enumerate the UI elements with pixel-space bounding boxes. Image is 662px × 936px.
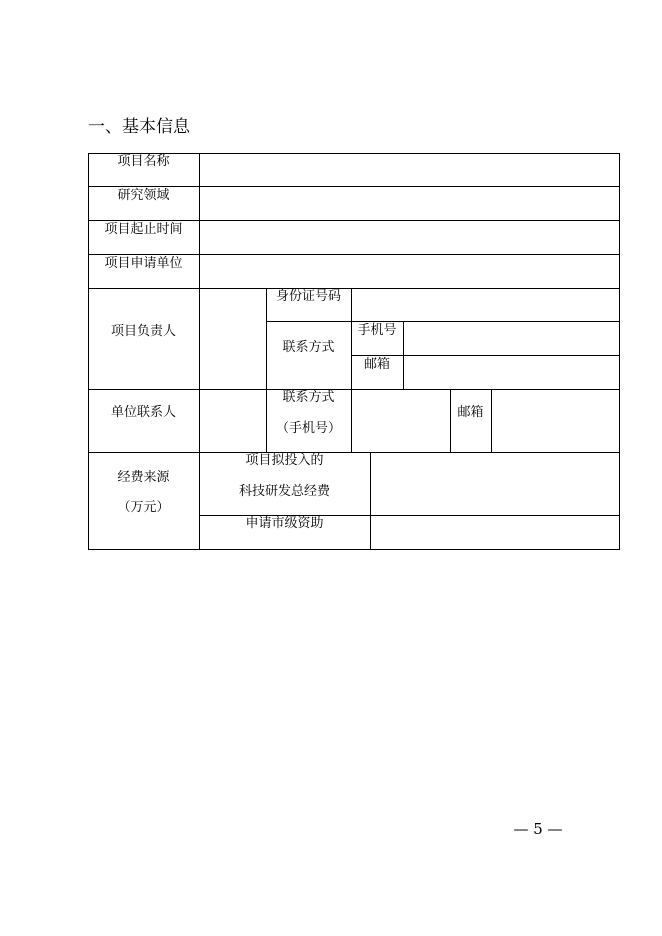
label-city-funding: 申请市级资助	[245, 516, 324, 531]
label-project-name: 项目名称	[117, 154, 170, 169]
table-border-left	[88, 153, 89, 550]
row-divider	[88, 220, 620, 221]
column-divider	[370, 452, 371, 550]
column-divider	[403, 321, 404, 390]
label-project-leader: 项目负责人	[110, 324, 176, 339]
row-divider	[88, 288, 620, 289]
label-project-period: 项目起止时间	[104, 222, 183, 237]
label-mobile: 手机号	[357, 323, 397, 338]
row-divider	[88, 389, 620, 390]
row-divider	[88, 186, 620, 187]
label-contact-method-mobile-1: 联系方式	[282, 390, 335, 405]
label-contact-method: 联系方式	[282, 340, 335, 355]
section-title: 一、基本信息	[88, 117, 190, 137]
label-research-field: 研究领域	[117, 188, 170, 203]
label-fund-source-1: 经费来源	[117, 470, 170, 485]
label-id-number: 身份证号码	[275, 289, 341, 304]
column-divider	[491, 389, 492, 453]
table-border-bottom	[88, 549, 620, 550]
label-planned-investment-1: 项目拟投入的	[245, 453, 324, 468]
label-contact-method-mobile-2: （手机号）	[275, 421, 341, 436]
row-divider	[351, 355, 620, 356]
label-email: 邮箱	[363, 357, 390, 372]
label-unit-contact: 单位联系人	[110, 405, 176, 420]
row-divider	[88, 254, 620, 255]
label-applicant-unit: 项目申请单位	[104, 256, 183, 271]
label-fund-source-2: （万元）	[117, 500, 170, 515]
label-unit-email: 邮箱	[457, 405, 484, 420]
column-divider	[450, 389, 451, 453]
page-number: — 5 —	[513, 820, 563, 838]
table-border-right	[619, 153, 620, 550]
label-planned-investment-2: 科技研发总经费	[238, 484, 330, 499]
row-divider	[266, 321, 620, 322]
